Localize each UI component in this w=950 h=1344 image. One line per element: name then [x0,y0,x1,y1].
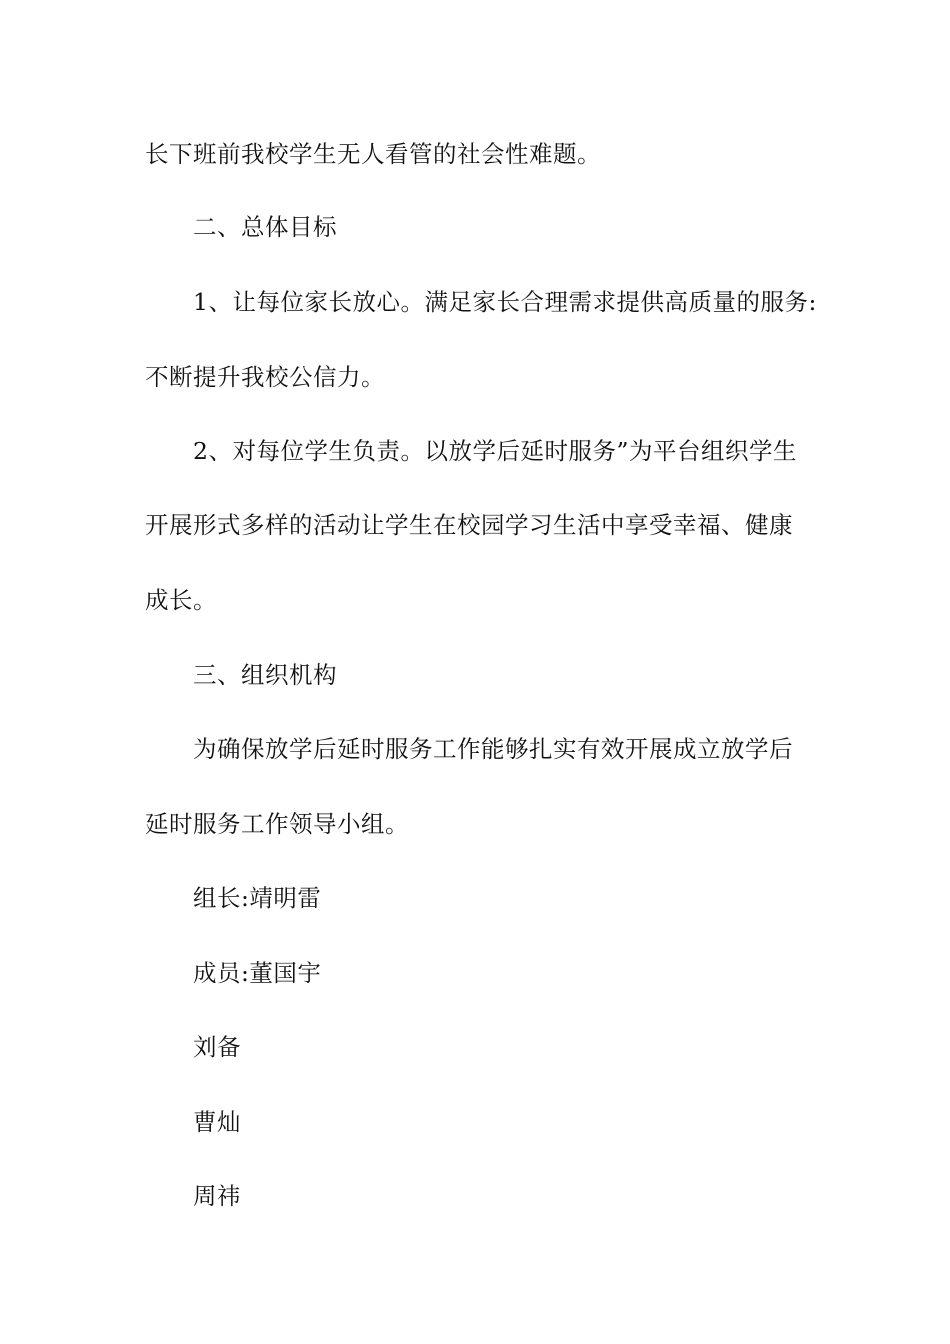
section-heading-goals: 二、总体目标 [193,213,337,241]
goal-1-line-1: 1、让每位家长放心。满足家长合理需求提供高质量的服务: [193,288,817,316]
organization-paragraph-line-2: 延时服务工作领导小组。 [145,810,409,838]
leader-line: 组长:靖明雷 [193,884,322,912]
goal-2-line-2: 开展形式多样的活动让学生在校园学习生活中享受幸福、健康 [145,511,793,539]
goal-1-line-2: 不断提升我校公信力。 [145,363,385,391]
section-heading-organization: 三、组织机构 [193,661,337,689]
goal-2-line-1: 2、对每位学生负责。以放学后延时服务”为平台组织学生 [193,437,797,465]
goal-2-line-3: 成长。 [145,586,217,614]
paragraph-continuation: 长下班前我校学生无人看管的社会性难题。 [145,140,601,168]
member-name: 刘备 [193,1033,241,1061]
members-line: 成员:董国宇 [193,959,322,987]
member-name: 周祎 [193,1182,241,1210]
member-name: 曹灿 [193,1108,241,1136]
organization-paragraph-line-1: 为确保放学后延时服务工作能够扎实有效开展成立放学后 [193,735,793,763]
